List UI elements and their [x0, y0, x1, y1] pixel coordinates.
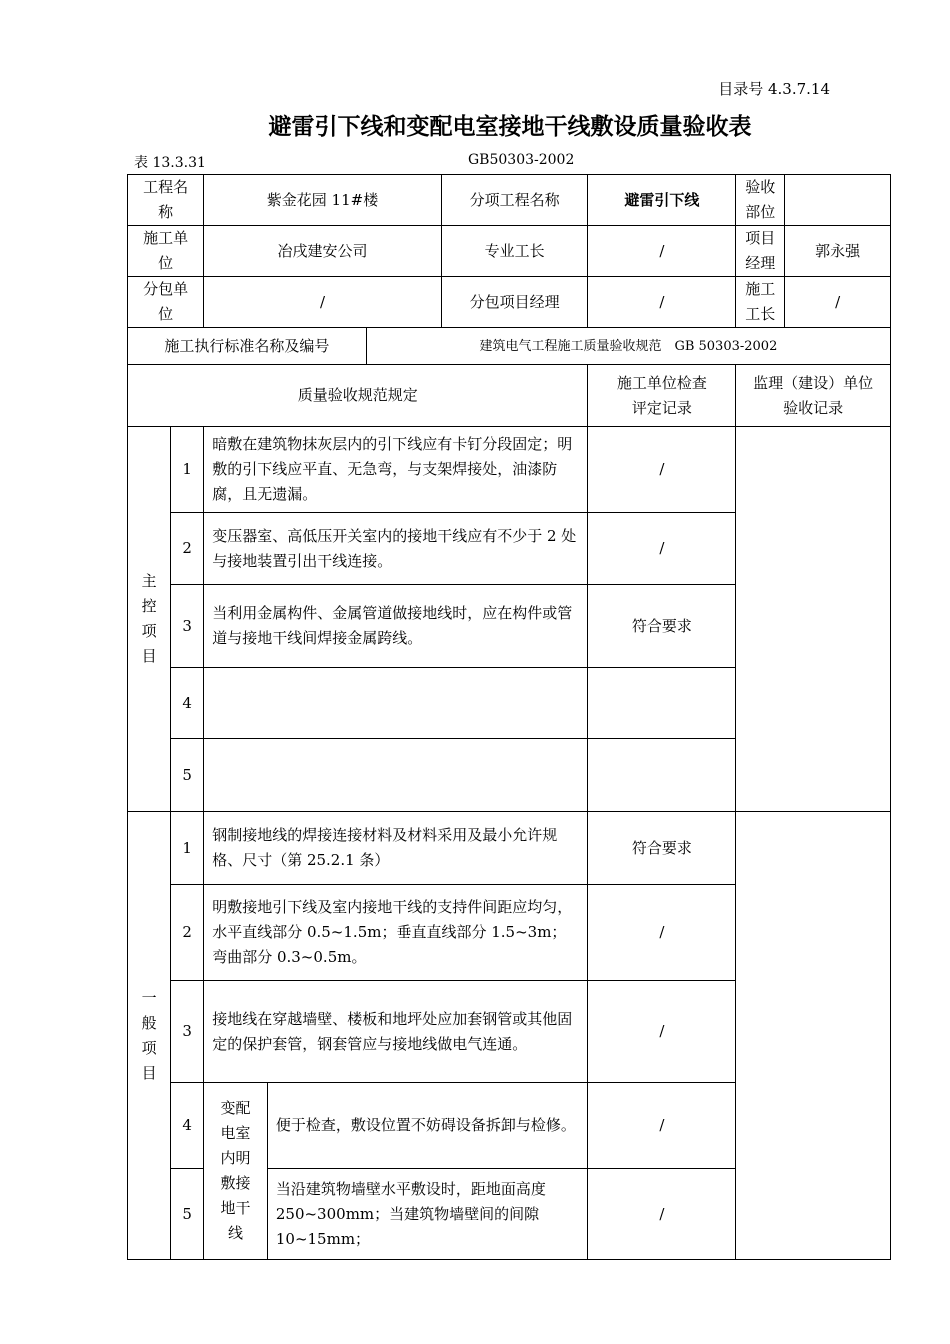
main-items-supervise-record	[736, 427, 891, 812]
general-item-number: 2	[171, 885, 204, 981]
group-label-line: 内明	[220, 1149, 251, 1167]
construction-unit-label: 施工单位	[128, 226, 204, 277]
spec-column-header: 质量验收规范规定	[128, 365, 588, 427]
main-item-check	[588, 739, 736, 812]
acceptance-table	[127, 174, 891, 1260]
main-item-text: 暗敷在建筑物抹灰层内的引下线应有卡钉分段固定；明敷的引下线应平直、无急弯，与支架焊接处，油漆防腐，且无遗漏。	[204, 427, 588, 513]
general-item-number: 1	[171, 812, 204, 885]
main-items-label	[128, 427, 171, 812]
pm-label: 项目经理	[736, 226, 785, 277]
general-item-check: /	[588, 981, 736, 1083]
group-label-line: 电室	[220, 1124, 251, 1142]
main-item-number: 4	[171, 668, 204, 739]
main-label-char: 主	[141, 572, 157, 590]
group-label-line: 敷接	[220, 1174, 251, 1192]
general-item-check: /	[588, 885, 736, 981]
general-item-number: 5	[171, 1169, 204, 1260]
supervise-column-header	[736, 365, 891, 427]
general-item-check: /	[588, 1083, 736, 1169]
main-label-char: 控	[141, 597, 157, 615]
general-item-text: 钢制接地线的焊接连接材料及材料采用及最小允许规格、尺寸（第 25.2.1 条）	[204, 812, 588, 885]
general-item-text: 当沿建筑物墙壁水平敷设时，距地面高度 250~300mm；当建筑物墙壁间的间隙 10~15mm；	[267, 1169, 588, 1260]
main-item-text: 变压器室、高低压开关室内的接地干线应有不少于 2 处与接地装置引出干线连接。	[204, 513, 588, 585]
main-item-check	[588, 668, 736, 739]
main-label-char: 目	[141, 647, 157, 665]
main-item-number: 5	[171, 739, 204, 812]
catalog-number: 目录号 4.3.7.14	[718, 80, 830, 98]
foreman-value: /	[588, 226, 736, 277]
general-item-text: 明敷接地引下线及室内接地干线的支持件间距应均匀，水平直线部分 0.5~1.5m；垂直直线部分 1.5~3m；弯曲部分 0.3~0.5m。	[204, 885, 588, 981]
accept-part-value	[785, 175, 891, 226]
general-item-number: 3	[171, 981, 204, 1083]
table-number: 表 13.3.31	[134, 155, 206, 171]
foreman-label: 专业工长	[441, 226, 588, 277]
main-item-text: 当利用金属构件、金属管道做接地线时，应在构件或管道与接地干线间焊接金属跨线。	[204, 585, 588, 668]
crew-leader-value: /	[785, 277, 891, 328]
main-item-check: 符合要求	[588, 585, 736, 668]
sub-pm-label: 分包项目经理	[441, 277, 588, 328]
sub-project-value: 避雷引下线	[588, 175, 736, 226]
general-item-check: /	[588, 1169, 736, 1260]
general-item-text: 便于检查，敷设位置不妨碍设备拆卸与检修。	[267, 1083, 588, 1169]
main-item-check: /	[588, 513, 736, 585]
check-header-line2: 评定记录	[631, 398, 692, 417]
supervise-header-line1: 监理（建设）单位	[753, 373, 874, 392]
general-item-number: 4	[171, 1083, 204, 1169]
main-label-char: 项	[141, 622, 157, 640]
main-item-number: 1	[171, 427, 204, 513]
main-item-number: 2	[171, 513, 204, 585]
general-label-char: 目	[141, 1063, 157, 1082]
main-item-text	[204, 739, 588, 812]
main-item-check: /	[588, 427, 736, 513]
general-item-check: 符合要求	[588, 812, 736, 885]
group-label-line: 线	[228, 1224, 244, 1242]
project-name-value: 紫金花园 11#楼	[204, 175, 442, 226]
subcontractor-label: 分包单位	[128, 277, 204, 328]
general-items-label	[128, 812, 171, 1260]
sub-pm-value: /	[588, 277, 736, 328]
check-header-line1: 施工单位检查	[616, 373, 707, 392]
general-group-label	[204, 1083, 268, 1260]
standard-value: 建筑电气工程施工质量验收规范 GB 50303-2002	[366, 328, 890, 365]
pm-value: 郭永强	[785, 226, 891, 277]
general-item-text: 接地线在穿越墙壁、楼板和地坪处应加套钢管或其他固定的保护套管，钢套管应与接地线做电气连通。	[204, 981, 588, 1083]
group-label-line: 变配	[220, 1099, 251, 1117]
project-name-label: 工程名称	[128, 175, 204, 226]
general-label-char: 一	[141, 988, 157, 1007]
group-label-line: 地干	[220, 1199, 251, 1217]
general-label-char: 般	[141, 1013, 157, 1032]
standard-label: 施工执行标准名称及编号	[128, 328, 367, 365]
general-label-char: 项	[141, 1038, 157, 1057]
accept-part-label: 验收部位	[736, 175, 785, 226]
main-item-text	[204, 668, 588, 739]
sub-project-label: 分项工程名称	[441, 175, 588, 226]
general-items-supervise-record	[736, 812, 891, 1260]
page-title: 避雷引下线和变配电室接地干线敷设质量验收表	[268, 114, 752, 140]
main-item-number: 3	[171, 585, 204, 668]
check-column-header	[588, 365, 736, 427]
subcontractor-value: /	[204, 277, 442, 328]
supervise-header-line2: 验收记录	[783, 398, 844, 417]
standard-code: GB50303-2002	[468, 152, 575, 168]
construction-unit-value: 冶戌建安公司	[204, 226, 442, 277]
crew-leader-label: 施工工长	[736, 277, 785, 328]
